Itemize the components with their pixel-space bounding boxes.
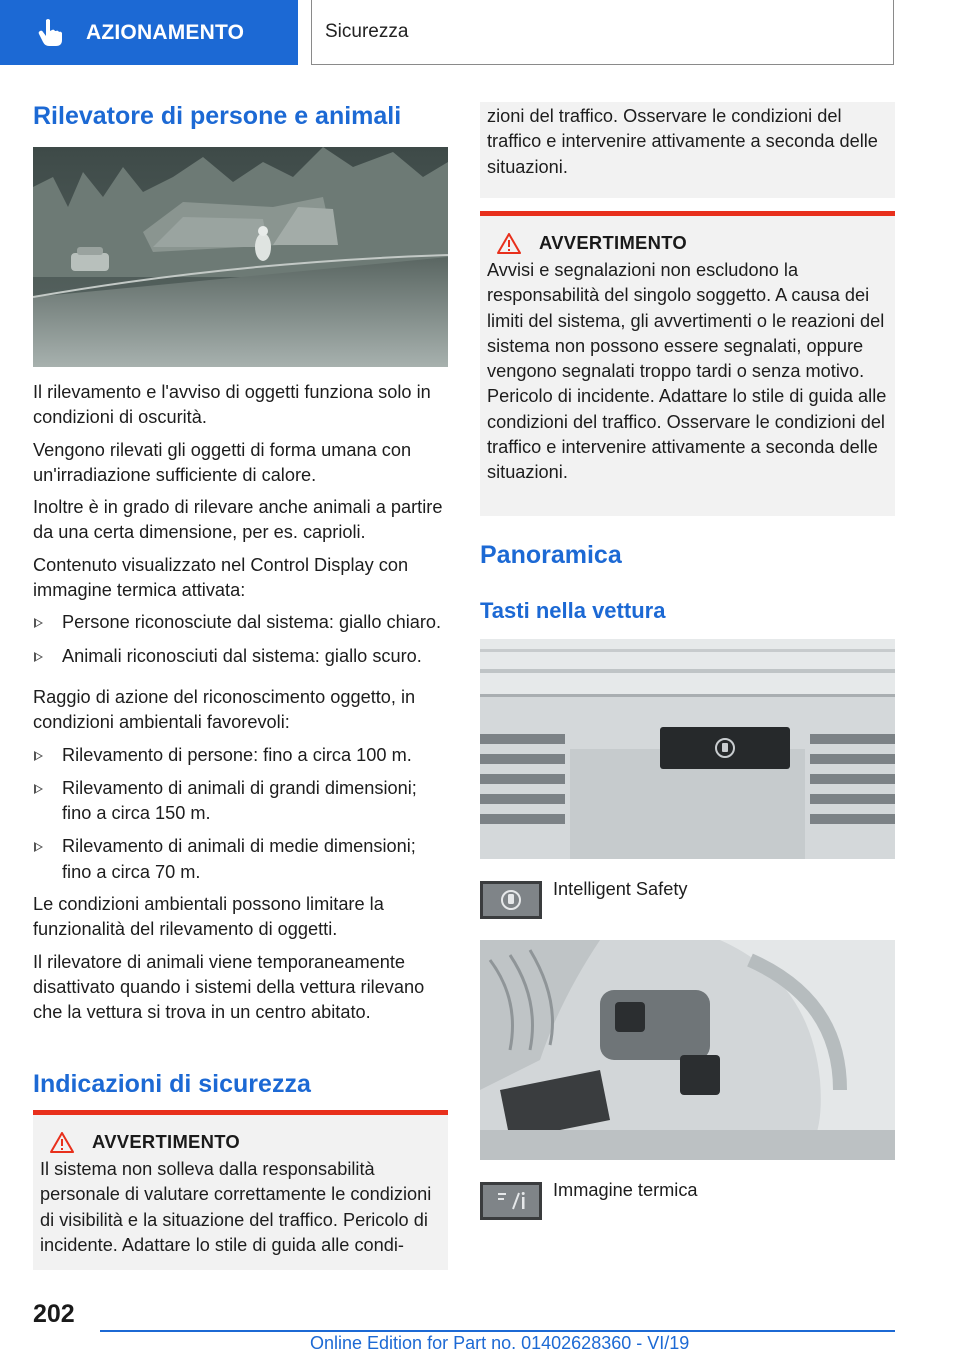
warning-title: AVVERTIMENTO <box>92 1131 241 1152</box>
section-title: Sicurezza <box>325 21 409 42</box>
dashboard-button-photo <box>480 639 895 859</box>
warning-triangle-icon <box>50 1132 74 1153</box>
thermal-image-photo <box>33 147 448 367</box>
list-item: Rilevamento di persone: fino a circa 100 m. <box>33 743 448 768</box>
list-detection-range <box>33 743 448 885</box>
paragraph: Contenuto visualizzato nel Control Display con immagine termica attivata: <box>33 554 409 601</box>
paragraph: Inoltre è in grado di rilevare anche animali a partire da una certa dimensione, per es. caprioli. <box>33 497 443 543</box>
thermal-image-button-icon <box>480 1182 542 1220</box>
paragraph: Il rilevamento e l'avviso di oggetti funziona solo in condizioni di oscurità. <box>33 382 431 428</box>
intelligent-safety-button-icon <box>480 881 542 919</box>
paragraph: Raggio di azione del riconoscimento oggetto, in condizioni ambientali favorevoli: <box>33 686 416 733</box>
warning-box <box>480 211 895 516</box>
paragraph: Il rilevatore di animali viene temporaneamente disattivato quando i sistemi della vettura rilevano che la vettura si trova in un centro abitato. <box>33 951 425 1023</box>
bullet-triangle-icon <box>34 751 43 761</box>
intelligent-safety-label: Intelligent Safety <box>553 879 688 899</box>
list-item: Rilevamento di animali di medie dimensioni; fino a circa 70 m. <box>33 834 448 885</box>
list-item: Rilevamento di animali di grandi dimensioni; fino a circa 150 m. <box>33 776 448 827</box>
footer-edition-text: Online Edition for Part no. 01402628360 - VI/19 <box>310 1333 690 1353</box>
hand-icon <box>38 18 64 48</box>
heading-overview: Panoramica <box>480 541 622 569</box>
warning-text: Il sistema non solleva dalla responsabilità personale di valutare correttamente le condizioni di visibilità e la situazione del traffico. Pericolo di incidente. Adattare lo stile di guida alle condi- <box>40 1159 432 1255</box>
heading-buttons-in-vehicle: Tasti nella vettura <box>480 598 666 623</box>
bullet-triangle-icon <box>34 652 43 662</box>
chapter-title: AZIONAMENTO <box>86 20 245 44</box>
bullet-triangle-icon <box>34 842 43 852</box>
warning-text: Avvisi e segnalazioni non escludono la responsabilità del singolo soggetto. A causa dei limiti del sistema, gli avvertimenti o le reazioni del sistema non possono essere segnalati, oppure vengono segnalati troppo tardi o senza motivo. Pericolo di incidente. Adattare lo stile di guida alle condizioni del traffico. Osservare le condizioni del traffico e intervenire attivamente a seconda delle situazioni. <box>487 260 887 483</box>
heading-safety-notes: Indicazioni di sicurezza <box>33 1070 311 1098</box>
warning-box-continuation <box>480 102 895 198</box>
section-tab <box>311 0 894 65</box>
left-body-text <box>33 380 448 1026</box>
warning-triangle-icon <box>497 233 521 254</box>
warning-title: AVVERTIMENTO <box>539 232 688 253</box>
list-item: Animali riconosciuti dal sistema: giallo scuro. <box>33 644 448 669</box>
bullet-triangle-icon <box>34 618 43 628</box>
list-item: Persone riconosciute dal sistema: giallo chiaro. <box>33 610 448 635</box>
thermal-image-label: Immagine termica <box>553 1180 698 1200</box>
steering-column-photo <box>480 940 895 1160</box>
chapter-tab <box>0 0 298 65</box>
warning-text: zioni del traffico. Osservare le condizioni del traffico e intervenire attivamente a seconda delle situazioni. <box>487 106 878 177</box>
warning-box <box>33 1110 448 1270</box>
heading-person-animal-detector: Rilevatore di persone e animali <box>33 102 402 130</box>
list-recognized-colors <box>33 610 448 669</box>
bullet-triangle-icon <box>34 784 43 794</box>
paragraph: Vengono rilevati gli oggetti di forma umana con un'irradiazione sufficiente di calore. <box>33 439 412 485</box>
page-number: 202 <box>33 1300 75 1328</box>
footer-divider <box>100 1330 895 1332</box>
paragraph: Le condizioni ambientali possono limitare la funzionalità del rilevamento di oggetti. <box>33 894 384 940</box>
